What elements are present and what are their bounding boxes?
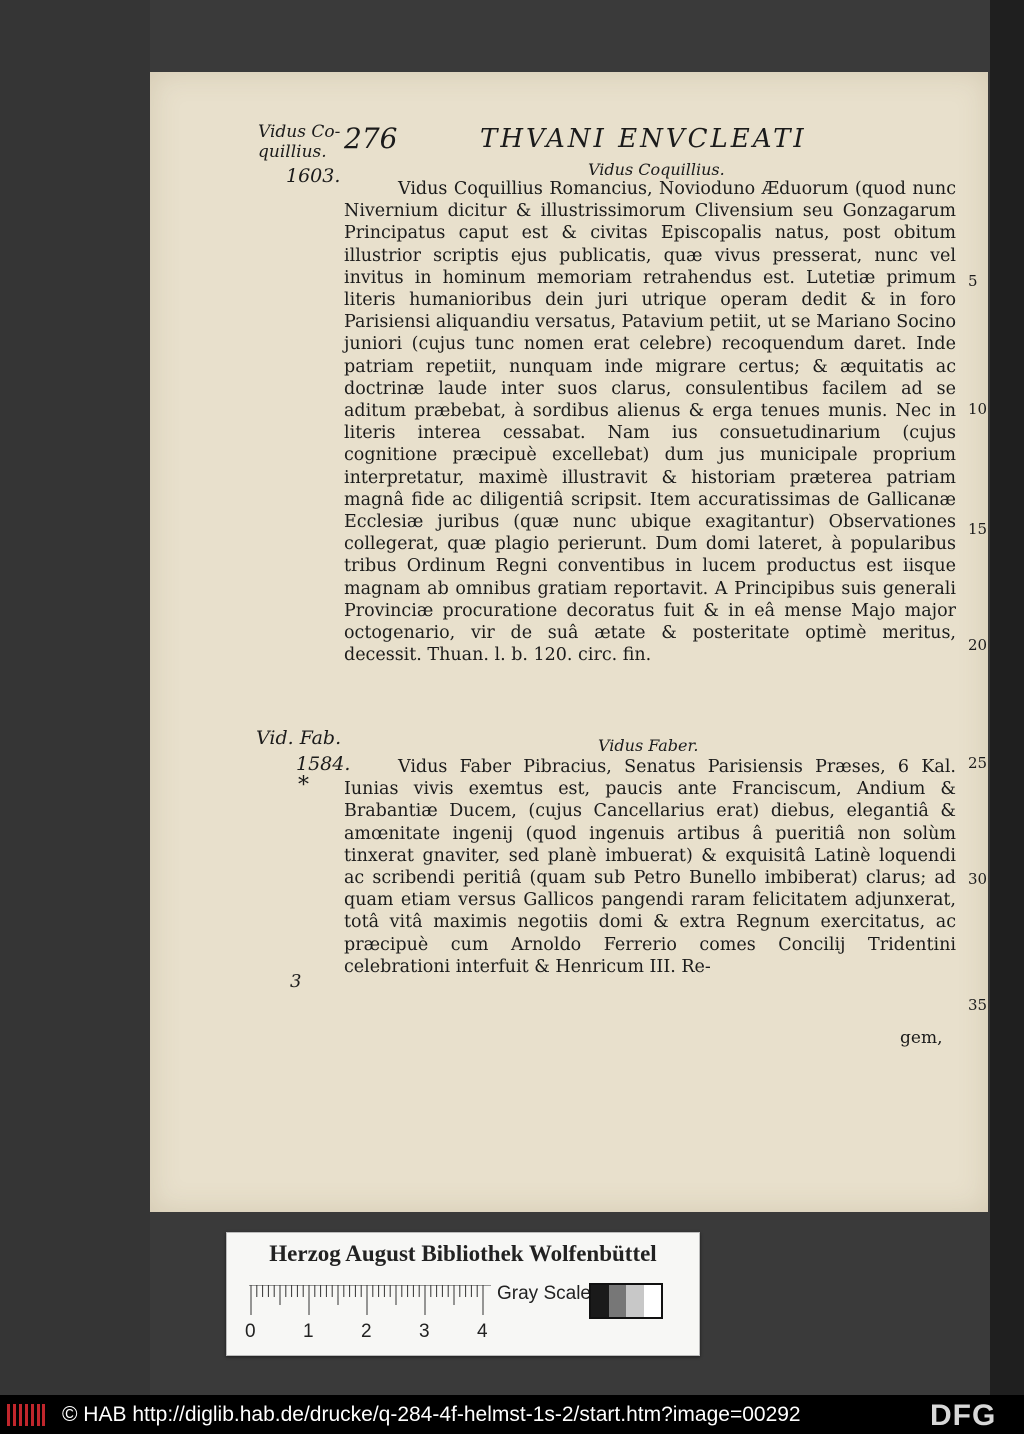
library-color-card xyxy=(226,1232,700,1356)
footer-bar xyxy=(0,1395,1024,1434)
line-number-25: 25 xyxy=(968,754,988,772)
line-number-30: 30 xyxy=(968,870,988,888)
hab-logo-icon xyxy=(6,1401,46,1429)
page-number: 276 xyxy=(344,122,398,155)
gray-swatch-0 xyxy=(591,1285,609,1317)
ruler-ticks xyxy=(251,1285,483,1315)
gray-swatch-1 xyxy=(609,1285,627,1317)
gray-swatch-3 xyxy=(644,1285,662,1317)
gray-scale-label: Gray Scale xyxy=(497,1283,591,1304)
ruler-label-1: 1 xyxy=(303,1321,314,1342)
gray-scale-swatches xyxy=(589,1283,663,1319)
paragraph-coquillius: Vidus Coquillius Romancius, Novioduno Æduorum (quod nunc Nivernium dicitur & illustrissimorum Clivensium seu Gonzagarum Principatus caput est & civitas Episcopalis natus, post obitum illustrior scriptis ejus publicatis, quæ vivus presserat, nunc vel invitus in hominum memoriam retrahendus est. Lutetiæ primum literis humanioribus dein juri utrique operam dedit & in foro Parisiensi aliquandiu versatus, Patavium petiit, ut se Mariano Socino juniori (cujus tunc nomen erat celebre) recoquendum daret. Inde patriam repetiit, nunquam inde migrare certus; & æquitatis ac doctrinæ laude inter suos clarus, consulentibus facilem ad se aditum præbebat, à sordibus alienus & erga tenues munis. Nec in literis interea cessabat. Nam ius consuetudinarium (cujus cognitione præcipuè excellebat) dum jus municipale proprium interpretatur, maximè illustravit & historiam præterea patriam magnâ fide ac diligentiâ scripsit. Item accuratissimas de Gallicanæ Ecclesiæ juribus (quæ nunc ubique exagitantur) Observationes collegerat, quæ plagio perierunt. Dum domi lateret, à popularibus tribus Ordinum Regni conventibus in lucem productus est iisque magnam ab omnibus gratiam reportavit. A Principibus suis generali Provinciæ procuratione decoratus fuit & in eâ mense Majo major octogenario, vir de suâ ætate & posteritate optimè meritus, decessit. Thuan. l. b. 120. circ. fin. xyxy=(344,179,956,666)
margin-note-asterisk: * xyxy=(298,773,309,798)
margin-note-year-2: 1584. xyxy=(296,753,351,775)
copyright-link[interactable]: © HAB http://diglib.hab.de/drucke/q-284-4f-helmst-1s-2/start.htm?image=00292 xyxy=(62,1403,801,1426)
dfg-logo: DFG xyxy=(930,1399,997,1432)
section-body-coquillius xyxy=(344,178,956,666)
section-body-faber xyxy=(344,756,956,978)
library-name: Herzog August Bibliothek Wolfenbüttel xyxy=(269,1241,657,1266)
scan-backdrop-right xyxy=(990,0,1024,1395)
section-heading-coquillius: Vidus Coquillius. xyxy=(588,160,725,179)
scan-backdrop-left xyxy=(0,0,150,1395)
catchword: gem, xyxy=(900,1028,943,1048)
ruler-label-4: 4 xyxy=(477,1321,488,1342)
line-number-15: 15 xyxy=(968,520,988,538)
line-number-20: 20 xyxy=(968,636,988,654)
paragraph-faber: Vidus Faber Pibracius, Senatus Parisiensis Præses, 6 Kal. Iunias vivis exemtus est, paucis ante Franciscum, Andium & Brabantiæ Ducem, (cujus Cancellarius erat) diebus, elegantiâ & amœnitate ingenij (quod ingenuis artibus â pueritiâ non solùm tinxerat gnaviter, sed planè imbuerat) & exquisitâ Latinè loquendi ac scribendi peritiâ (quam sub Petro Bunello imbiberat) clarus; ad quam etiam versus Gallicos pangendi raram felicitatem adjunxerat, totâ vitâ maximis negotiis domi & extra Regnum exercitatus, ac præcipuè cum Arnoldo Ferrerio comes Concilij Tridentini celebrationi interfuit & Henricum III. Re- xyxy=(344,757,956,977)
ruler-label-3: 3 xyxy=(419,1321,430,1342)
margin-note-vid-fab: Vid. Fab. xyxy=(256,727,342,749)
section-heading-faber: Vidus Faber. xyxy=(598,736,699,755)
margin-note-year: 1603. xyxy=(286,165,341,187)
line-number-35: 35 xyxy=(968,996,988,1014)
margin-note-name: Vidus Co- xyxy=(258,122,341,142)
line-number-5: 5 xyxy=(968,272,978,290)
running-title: THVANI ENVCLEATI xyxy=(480,124,807,154)
book-page xyxy=(150,72,988,1212)
margin-note-signature-mark: 3 xyxy=(290,971,302,992)
gray-swatch-2 xyxy=(626,1285,644,1317)
ruler-label-2: 2 xyxy=(361,1321,372,1342)
ruler-label-0: 0 xyxy=(245,1321,256,1342)
line-number-10: 10 xyxy=(968,400,988,418)
margin-note-name-cont: quillius. xyxy=(258,142,327,162)
